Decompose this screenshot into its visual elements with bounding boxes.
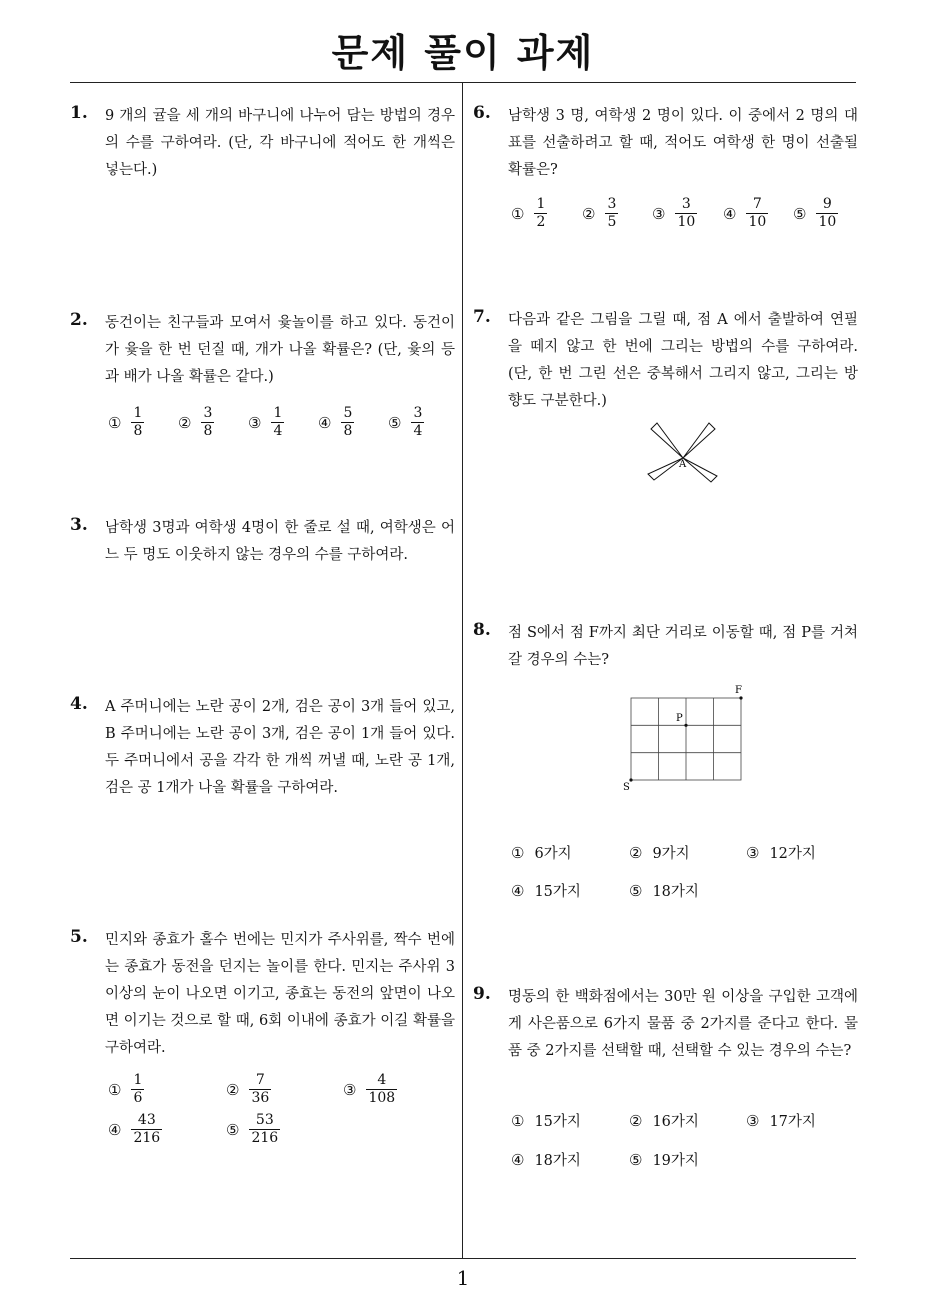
choice-1[interactable]: ① $\frac{1}{8}$	[108, 405, 143, 439]
crossed-figure	[645, 420, 721, 488]
choice-4[interactable]: ④ $\frac{5}{8}$	[318, 405, 353, 439]
fraction: $\frac{4}{108}$	[368, 1072, 396, 1106]
fraction: $\frac{7}{10}$	[748, 196, 767, 230]
question-text: A 주머니에는 노란 공이 2개, 검은 공이 3개 들어 있고, B 주머니에는 노란 공이 3개, 검은 공이 1개 들어 있다. 두 주머니에서 공을 각각 한 개씩 꺼낼 때, 노란 공 1개, 검은 공 1개가 나올 확률을 구하여라.	[105, 699, 455, 796]
choice-2[interactable]: ② 16가지	[629, 1111, 699, 1130]
fraction: $\frac{1}{6}$	[133, 1072, 143, 1106]
fraction: $\frac{53}{216}$	[251, 1112, 279, 1146]
choice-4[interactable]: ④ $\frac{43}{216}$	[108, 1112, 161, 1146]
choice-3[interactable]: ③ $\frac{1}{4}$	[248, 405, 283, 439]
choice-1[interactable]: ① 15가지	[511, 1111, 581, 1130]
column-divider	[462, 83, 463, 1258]
fraction: $\frac{3}{10}$	[677, 196, 696, 230]
fraction: $\frac{9}{10}$	[818, 196, 837, 230]
page-title: 문제 풀이 과제	[331, 31, 595, 75]
question-text: 남학생 3명과 여학생 4명이 한 줄로 설 때, 여학생은 어느 두 명도 이웃하지 않는 경우의 수를 구하여라.	[105, 520, 455, 563]
choice-4[interactable]: ④ 18가지	[511, 1150, 581, 1169]
choice-2[interactable]: ② $\frac{3}{8}$	[178, 405, 213, 439]
choice-5[interactable]: ⑤ $\frac{3}{4}$	[388, 405, 423, 439]
fraction: $\frac{3}{5}$	[607, 196, 617, 230]
choice-3[interactable]: ③ $\frac{3}{10}$	[652, 196, 696, 230]
choice-4[interactable]: ④ $\frac{7}{10}$	[723, 196, 767, 230]
question-number: 9.	[473, 984, 491, 1004]
choice-3[interactable]: ③ $\frac{4}{108}$	[343, 1072, 396, 1106]
question-number: 2.	[70, 310, 88, 330]
choice-5[interactable]: ⑤ 19가지	[629, 1150, 699, 1169]
question-number: 8.	[473, 620, 491, 640]
fraction: $\frac{1}{8}$	[133, 405, 143, 439]
choice-5[interactable]: ⑤ $\frac{53}{216}$	[226, 1112, 279, 1146]
choice-2[interactable]: ② 9가지	[629, 843, 690, 862]
fraction: $\frac{1}{2}$	[536, 196, 546, 230]
question-text: 민지와 종효가 홀수 번에는 민지가 주사위를, 짝수 번에는 종효가 동전을 던지는 놀이를 한다. 민지는 주사위 3이상의 눈이 나오면 이기고, 종효는 동전의 앞면이 나오면 이기는 것으로 할 때, 6회 이내에 종효가 이길 확률을 구하여라.	[105, 932, 455, 1056]
question-text: 다음과 같은 그림을 그릴 때, 점 A 에서 출발하여 연필을 떼지 않고 한 번에 그리는 방법의 수를 구하여라. (단, 한 번 그린 선은 중복해서 그리지 않고, 그리는 방향도 구분한다.)	[508, 312, 858, 409]
question-text: 9 개의 귤을 세 개의 바구니에 나누어 담는 방법의 경우의 수를 구하여라. (단, 각 바구니에 적어도 한 개씩은 넣는다.)	[105, 108, 455, 178]
question-number: 6.	[473, 103, 491, 123]
question-number: 5.	[70, 927, 88, 947]
point-s-label: S	[623, 782, 630, 793]
question-text: 점 S에서 점 F까지 최단 거리로 이동할 때, 점 P를 거쳐 갈 경우의 수는?	[508, 625, 858, 668]
point-p-label: P	[676, 713, 683, 724]
choice-1[interactable]: ① $\frac{1}{2}$	[511, 196, 546, 230]
fraction: $\frac{1}{4}$	[273, 405, 283, 439]
point-a-label: A	[679, 459, 687, 470]
question-number: 4.	[70, 694, 88, 714]
question-text: 남학생 3 명, 여학생 2 명이 있다. 이 중에서 2 명의 대표를 선출하려고 할 때, 적어도 여학생 한 명이 선출될 확률은?	[508, 108, 858, 178]
choice-3[interactable]: ③ 17가지	[746, 1111, 816, 1130]
bottom-rule	[70, 1258, 856, 1259]
question-number: 3.	[70, 515, 88, 535]
fraction: $\frac{43}{216}$	[133, 1112, 161, 1146]
point-f-label: F	[735, 685, 742, 696]
fraction: $\frac{7}{36}$	[251, 1072, 270, 1106]
grid-figure	[620, 683, 750, 793]
fraction: $\frac{3}{8}$	[203, 405, 213, 439]
question-text: 명동의 한 백화점에서는 30만 원 이상을 구입한 고객에게 사은품으로 6가지 물품 중 2가지를 준다고 한다. 물품 중 2가지를 선택할 때, 선택할 수 있는 경우의 수는?	[508, 989, 858, 1059]
choice-2[interactable]: ② $\frac{7}{36}$	[226, 1072, 270, 1106]
choice-1[interactable]: ① 6가지	[511, 843, 572, 862]
choice-3[interactable]: ③ 12가지	[746, 843, 816, 862]
choice-5[interactable]: ⑤ $\frac{9}{10}$	[793, 196, 837, 230]
choice-1[interactable]: ① $\frac{1}{6}$	[108, 1072, 143, 1106]
choice-2[interactable]: ② $\frac{3}{5}$	[582, 196, 617, 230]
top-rule	[70, 82, 856, 83]
page-number: 1	[456, 1266, 470, 1290]
question-text: 동건이는 친구들과 모여서 윷놀이를 하고 있다. 동건이가 윷을 한 번 던질 때, 개가 나올 확률은? (단, 윷의 등과 배가 나올 확률은 같다.)	[105, 315, 455, 385]
choice-5[interactable]: ⑤ 18가지	[629, 881, 699, 900]
fraction: $\frac{5}{8}$	[343, 405, 353, 439]
question-number: 1.	[70, 103, 88, 123]
choice-4[interactable]: ④ 15가지	[511, 881, 581, 900]
question-number: 7.	[473, 307, 491, 327]
fraction: $\frac{3}{4}$	[413, 405, 423, 439]
